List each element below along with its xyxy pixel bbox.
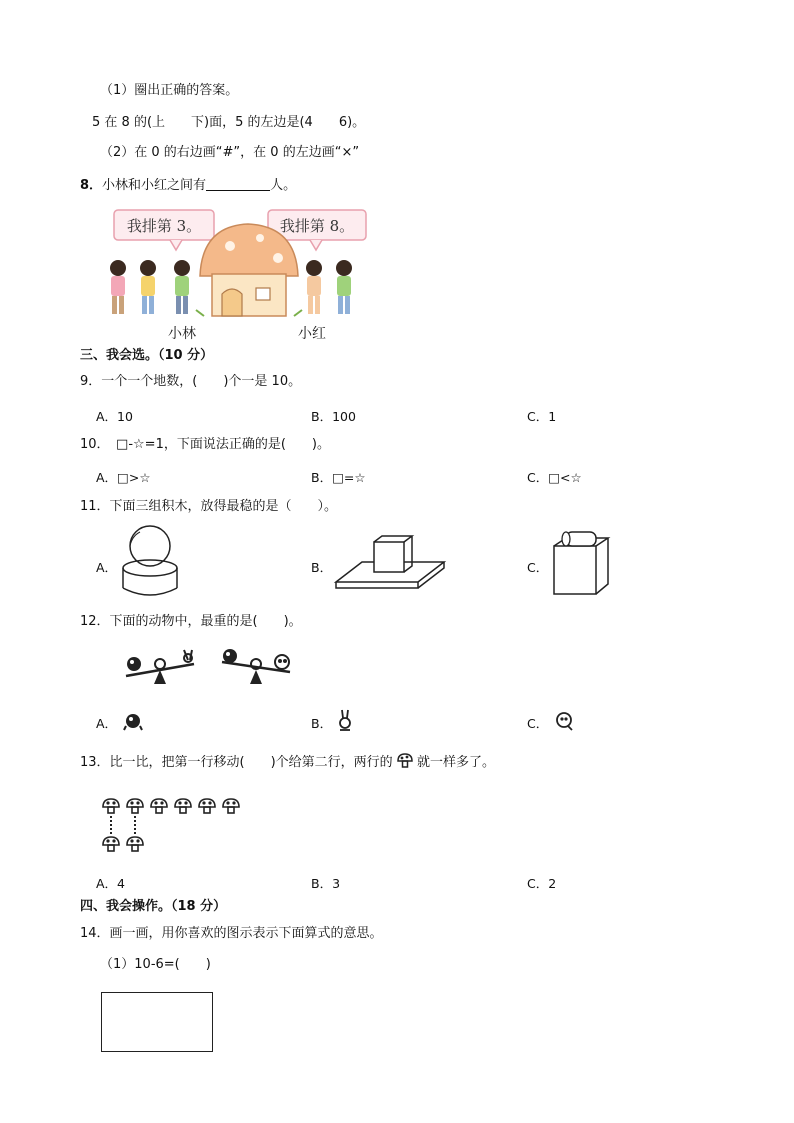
animal-a-icon [122,710,144,732]
q11-option-a[interactable]: A． [96,560,118,575]
bubble-right-text: 我排第 8。 [279,217,355,235]
kids-left-group [110,260,190,314]
q8-text-before: 小林和小红之间有 [102,178,207,193]
q13-stem-before: 13．比一比，把第一行移动( )个给第二行，两行的 [80,755,393,770]
kids-right-group [306,260,352,314]
bubble-left-text: 我排第 3。 [126,217,202,235]
mushroom-icon [397,753,413,769]
q14-drawing-box[interactable] [101,992,213,1052]
q7-part2: （2）在 0 的右边画“#”，在 0 的左边画“×” [100,145,360,160]
q12-option-a[interactable]: A． [96,716,118,731]
sphere-on-cylinder-icon [120,524,180,598]
q10-option-a[interactable]: A．□>☆ [96,470,151,485]
q13-stem-after: 就一样多了。 [416,755,495,770]
mushroom-row1-item [103,799,119,813]
panda-icon [554,710,574,732]
q9-option-c[interactable]: C．1 [527,409,557,424]
cube-on-slab-icon [334,534,446,594]
q7-part1: （1）圈出正确的答案。 [100,83,239,98]
label-xiaohong: 小红 [298,326,326,342]
mushroom-row1-item [223,799,239,813]
q12-option-b[interactable]: B． [311,716,333,731]
q11-option-b[interactable]: B． [311,560,333,575]
q8-stem [80,176,296,195]
mushroom-row1-item [151,799,167,813]
q12-option-c[interactable]: C． [527,716,549,731]
q9-option-b[interactable]: B．100 [311,409,356,424]
q14-part1: （1）10-6=( ) [100,957,211,972]
q13-stem [80,753,495,772]
seesaw-right-icon [218,646,294,686]
q11-option-c[interactable]: C． [527,560,549,575]
mushroom-row2-item [103,837,119,851]
q10-stem: 10． □-☆=1，下面说法正确的是( )。 [80,437,330,452]
mushroom-row2-item [127,837,143,851]
mushroom-row1-item [199,799,215,813]
q9-stem: 9．一个一个地数，( )个一是 10。 [80,374,302,389]
q8-text-after: 人。 [270,178,297,193]
q11-stem: 11．下面三组积木，放得最稳的是（ ）。 [80,499,338,514]
q13-option-c[interactable]: C．2 [527,876,557,891]
cylinder-on-cube-icon [552,530,612,598]
q14-stem: 14．画一画，用你喜欢的图示表示下面算式的意思。 [80,926,383,941]
section4-title: 四、我会操作。（18 分） [80,899,227,914]
rabbit-icon [336,708,354,732]
label-xiaolin: 小林 [168,326,196,342]
mushroom-row1-item [175,799,191,813]
q12-stem: 12．下面的动物中，最重的是( )。 [80,614,302,629]
q8-number: 8． [80,178,103,193]
q9-option-a[interactable]: A．10 [96,409,133,424]
q13-option-a[interactable]: A．4 [96,876,126,891]
queue-illustration [100,208,370,344]
seesaw-left-icon [122,646,198,686]
q10-option-c[interactable]: C．□<☆ [527,470,582,485]
mushroom-row1-item [127,799,143,813]
q7-line: 5 在 8 的(上 下)面，5 的左边是(4 6)。 [92,115,366,130]
mushroom-rows [100,796,250,856]
q13-option-b[interactable]: B．3 [311,876,341,891]
q8-answer-blank[interactable] [206,176,270,191]
section3-title: 三、我会选。（10 分） [80,348,214,363]
q10-option-b[interactable]: B．□=☆ [311,470,366,485]
